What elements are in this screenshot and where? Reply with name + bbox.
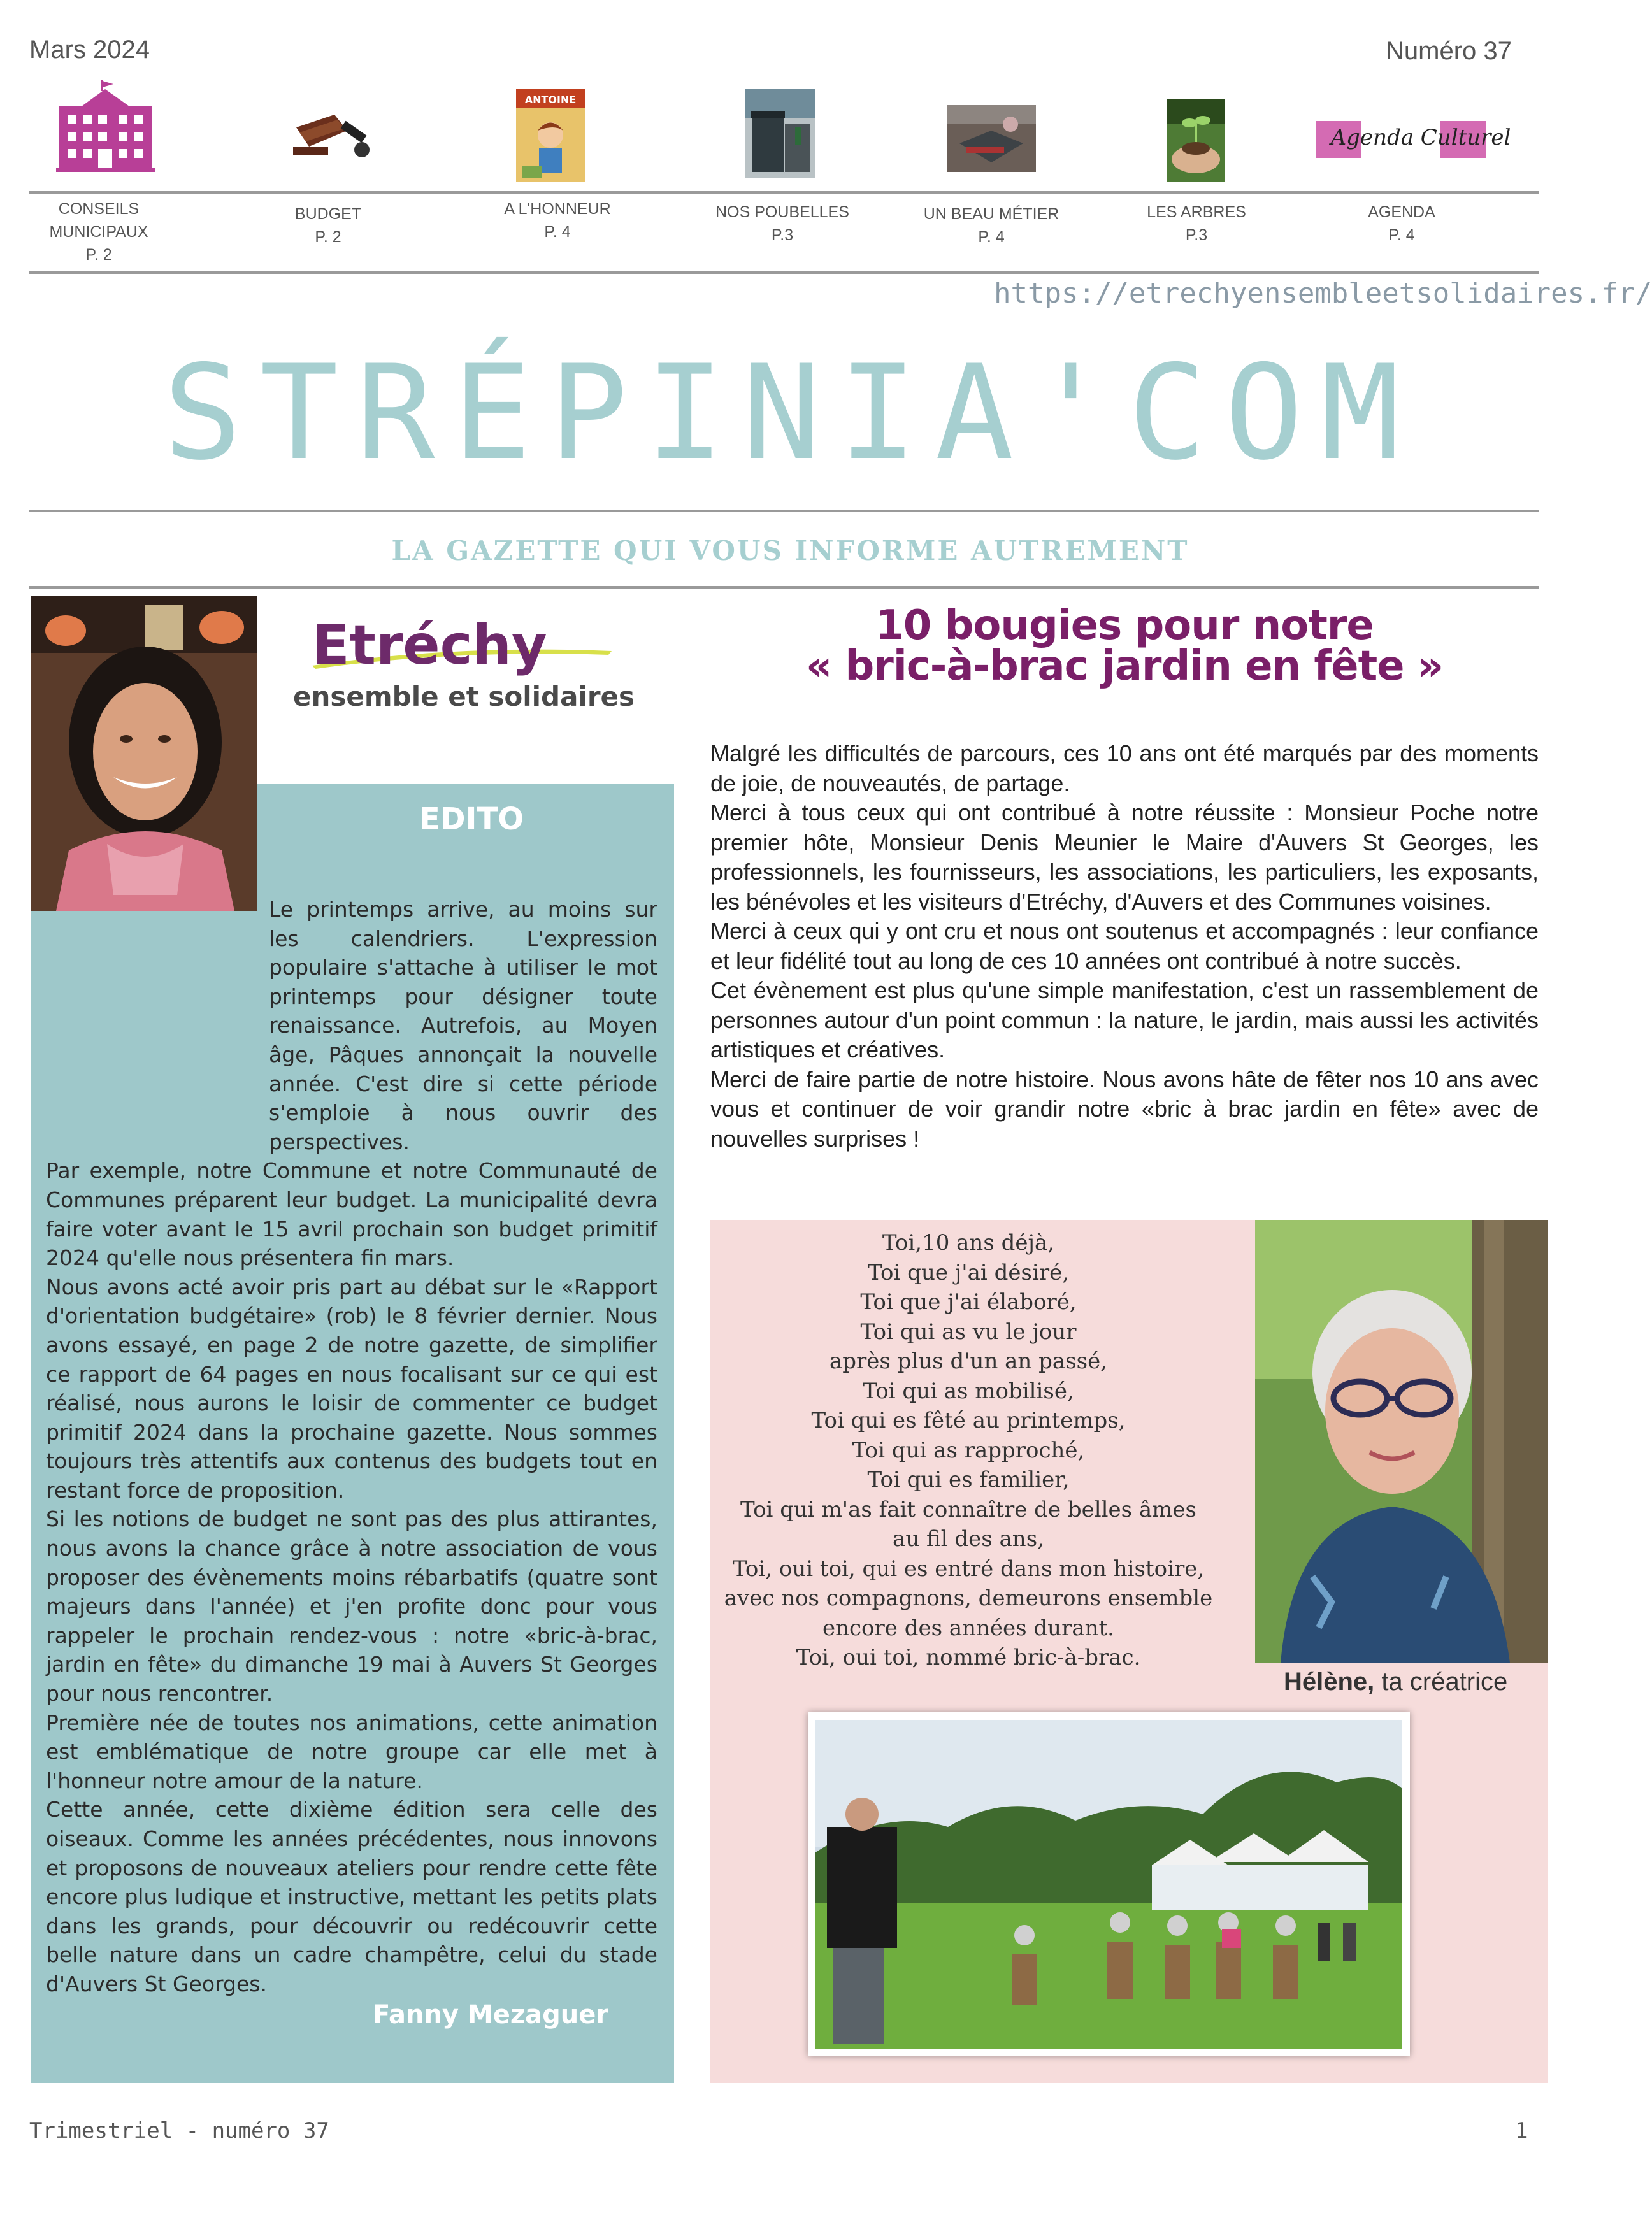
website-url[interactable]: https://etrechyensembleetsolidaires.fr/ [994, 277, 1652, 310]
article-paragraph: Malgré les difficultés de parcours, ces 10 ans ont été marqués par des moments de joie, de nouveautés, de partage. [710, 740, 1539, 796]
nav-label: UN BEAU MÉTIER [923, 205, 1059, 223]
nav-label: LES ARBRES [1147, 203, 1246, 221]
town-hall-icon[interactable] [56, 80, 155, 175]
article-paragraph: Cet évènement est plus qu'une simple manifestation, c'est un rassemblement de personnes autour d'un point commun : la nature, le jardin, mais aussi les activités artistiques et créatives. [710, 977, 1539, 1063]
craft-tools-icon[interactable] [947, 105, 1036, 175]
author-photo [31, 596, 257, 911]
nav-label: CONSEILS [58, 200, 140, 218]
creator-credit [1284, 1668, 1507, 1696]
nav-top-rule [29, 191, 1539, 194]
nav-page: P. 4 [544, 223, 571, 241]
poem-line: Toi qui m'as fait connaître de belles âmes [740, 1496, 1196, 1522]
association-logo [287, 605, 635, 720]
poem-line: Toi qui as mobilisé, [863, 1378, 1074, 1404]
poem-line: Toi qui as vu le jour [860, 1319, 1077, 1345]
nav-page: P. 2 [315, 228, 341, 246]
svg-text:Agenda Culturel: Agenda Culturel [1330, 125, 1511, 150]
agenda-icon[interactable] [1316, 118, 1519, 162]
masthead-title: STRÉPINIA'COM [163, 338, 1418, 489]
poem-line: au fil des ans, [893, 1526, 1044, 1552]
nav-page: P.3 [771, 226, 794, 244]
credit-role: ta créatrice [1374, 1668, 1508, 1696]
poem-line: Toi que j'ai élaboré, [860, 1289, 1077, 1315]
nav-page: P. 4 [1388, 226, 1415, 244]
article-title [714, 602, 1535, 690]
nav-item-poubelles[interactable] [700, 201, 865, 247]
nav-label: NOS POUBELLES [715, 203, 849, 221]
footer-periodicity: Trimestriel - numéro 37 [29, 2118, 329, 2144]
nav-label: BUDGET [294, 205, 362, 223]
logo-line2: ensemble et solidaires [293, 681, 635, 712]
book-cover-icon[interactable] [516, 89, 585, 184]
article-title-line1: 10 bougies pour notre [875, 602, 1374, 649]
poem-line: encore des années durant. [822, 1615, 1114, 1641]
edito-paragraph: Par exemple, notre Commune et notre Communauté de Communes préparent leur budget. La municipalité devra faire voter avant le 15 avril prochain son budget primitif 2024 qu'elle nous présentera fin mars. [46, 1158, 657, 1271]
masthead-rule [29, 510, 1539, 512]
page-number: 1 [1515, 2118, 1528, 2144]
article-title-line2: « bric-à-brac jardin en fête » [805, 643, 1444, 690]
article-body [710, 739, 1539, 1154]
tagline-rule [29, 586, 1539, 589]
edito-paragraph: Cette année, cette dixième édition sera celle des oiseaux. Comme les années précédentes, nous innovons et proposons de nouveaux ateliers pour rendre cette fête encore plus ludique et instructive, mettant les petits plats dans les grands, pour découvrir ou redécouvrir cette belle nature dans un cadre champêtre, celui du stade d'Auvers St Georges. [46, 1797, 657, 1996]
event-photo [808, 1712, 1410, 2056]
credit-name: Hélène, [1284, 1668, 1375, 1696]
edito-title: EDITO [419, 801, 524, 837]
tagline: LA GAZETTE QUI VOUS INFORME AUTREMENT [391, 535, 1189, 566]
creator-photo [1255, 1220, 1548, 1663]
poem-line: Toi que j'ai désiré, [867, 1259, 1069, 1285]
nav-label-line2: MUNICIPAUX [49, 223, 148, 241]
svg-text:ANTOINE: ANTOINE [524, 94, 577, 106]
poem-line: Toi qui es familier, [867, 1467, 1070, 1493]
poem [720, 1228, 1217, 1673]
trash-bins-icon[interactable] [745, 89, 815, 181]
nav-item-budget[interactable] [245, 203, 411, 248]
poem-line: après plus d'un an passé, [829, 1349, 1107, 1374]
poem-line: avec nos compagnons, demeurons ensemble [724, 1586, 1213, 1611]
nav-item-arbres[interactable] [1114, 201, 1279, 247]
edito-signature: Fanny Mezaguer [373, 2000, 609, 2030]
nav-item-conseils[interactable] [16, 197, 182, 266]
nav-label: AGENDA [1368, 203, 1435, 221]
article-paragraph: Merci de faire partie de notre histoire. Nous avons hâte de fêter nos 10 ans avec vous et continuer de voir grandir notre «bric à brac jardin en fête» avec de nouvelles surprises ! [710, 1066, 1539, 1152]
nav-bottom-rule [29, 271, 1539, 274]
vise-icon[interactable] [287, 102, 376, 171]
issue-date: Mars 2024 [29, 36, 150, 64]
nav-item-honneur[interactable] [475, 197, 640, 243]
nav-page: P. 4 [978, 228, 1005, 246]
edito-paragraph: Le printemps arrive, au moins sur les calendriers. L'expression populaire s'attache à utiliser le mot printemps pour désigner toute renaissance. Autrefois, au Moyen âge, Pâques annonçait la nouvelle année. C'est dire si cette période s'emploie à nous ouvrir des perspectives. [269, 897, 657, 1154]
nav-item-metier[interactable] [909, 203, 1074, 248]
poem-line: Toi, oui toi, qui es entré dans mon histoire, [732, 1556, 1205, 1582]
poem-line: Toi, oui toi, nommé bric-à-brac. [796, 1645, 1141, 1670]
nav-label: A L'HONNEUR [504, 200, 611, 218]
poem-line: Toi,10 ans déjà, [882, 1230, 1055, 1256]
poem-line: Toi qui es fêté au printemps, [811, 1408, 1126, 1433]
seedling-icon[interactable] [1167, 99, 1225, 184]
logo-line1: Etréchy [312, 613, 547, 677]
article-paragraph: Merci à ceux qui y ont cru et nous ont soutenus et accompagnés : leur confiance et leur fidélité tout au long de ces 10 années ont contribué à notre succès. [710, 918, 1539, 974]
edito-paragraph: Si les notions de budget ne sont pas des plus attirantes, nous avons la chance grâce à notre association de vous proposer des évènements moins rébarbatifs (quatre sont majeurs dans l'année) et j'en profite donc pour vous rappeler le prochain rendez-vous : notre «bric-à-brac, jardin en fête» du dimanche 19 mai à Auvers St Georges pour nous rencontrer. [46, 1507, 657, 1707]
edito-paragraph: Première née de toutes nos animations, cette animation est emblématique de notre groupe car elle met à l'honneur notre amour de la nature. [46, 1710, 657, 1793]
nav-page: P. 2 [85, 246, 112, 264]
nav-page: P.3 [1185, 226, 1208, 244]
nav-item-agenda[interactable] [1319, 201, 1484, 247]
article-paragraph: Merci à tous ceux qui ont contribué à notre réussite : Monsieur Poche notre premier hôte, Monsieur Denis Meunier le Maire d'Auvers St Georges, les professionnels, les fournisseurs, les associations, les particuliers, les exposants, les bénévoles et les visiteurs d'Etréchy, d'Auvers et des Communes voisines. [710, 799, 1539, 915]
edito-paragraph: Nous avons acté avoir pris part au débat sur le «Rapport d'orientation budgétaire» (rob) le 8 février dernier. Nous avons essayé, en page 2 de notre gazette, de simplifier ce rapport de 64 pages en nous focalisant sur ce qui est réalisé, nous aurons le loisir de commenter ce budget primitif 2024 dans la prochaine gazette. Nous sommes toujours très attentifs aux contenus des budgets tout en restant force de proposition. [46, 1274, 657, 1503]
edito-body [46, 895, 657, 1999]
issue-number: Numéro 37 [1386, 37, 1512, 65]
poem-line: Toi qui as rapproché, [852, 1437, 1085, 1463]
